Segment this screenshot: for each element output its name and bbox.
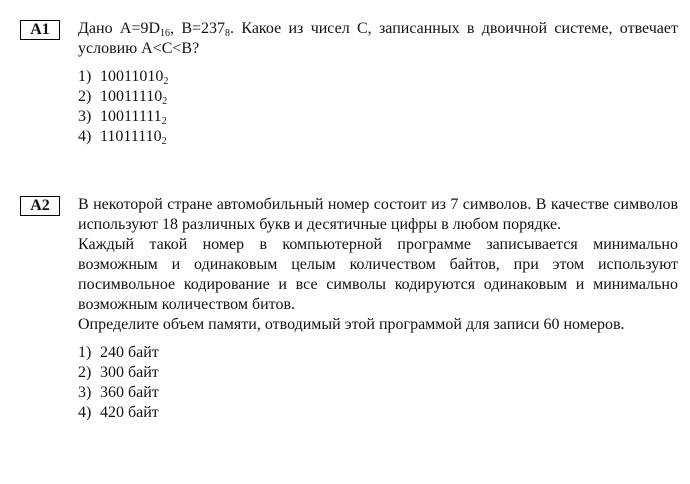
a2-paragraph-1: В некоторой стране автомобильный номер состоит из 7 символов. В качестве символов используют 18 различных букв и десятичные цифры в любом порядке.: [78, 196, 678, 233]
a1-option-3-base: 2: [161, 116, 167, 127]
a1-option-2: [78, 87, 678, 107]
a2-option-4: [78, 403, 678, 423]
a2-option-3-number: 3): [78, 384, 92, 401]
a1-option-4-base: 2: [161, 136, 167, 147]
a1-option-2-number: 2): [78, 88, 92, 105]
a1-question-part1: Дано A=9D: [78, 20, 161, 37]
a1-question-base1: 16: [160, 28, 171, 39]
a1-option-2-value: 10011110: [100, 88, 163, 105]
a1-option-4-number: 4): [78, 128, 92, 145]
a2-paragraph-3: Определите объем памяти, отводимый этой программой для записи 60 номеров.: [78, 316, 625, 333]
a1-option-1-number: 1): [78, 68, 92, 85]
a2-option-2: [78, 363, 678, 383]
task-a2-label: A2: [20, 196, 60, 216]
a2-option-1: [78, 343, 678, 363]
task-a1-options: [78, 67, 678, 147]
a1-question-part2: , B=237: [170, 20, 226, 37]
a1-option-3-number: 3): [78, 108, 92, 125]
task-a1-label: A1: [20, 20, 60, 40]
a2-option-4-number: 4): [78, 404, 92, 421]
task-a2-body: [78, 195, 678, 423]
a2-option-3: [78, 383, 678, 403]
a2-option-1-number: 1): [78, 344, 92, 361]
a1-option-1-base: 2: [163, 76, 169, 87]
a2-paragraph-2: Каждый такой номер в компьютерной программе записывается минимально возможным и одинаковым целым количеством байтов, при этом используют посимвольное кодирование и все символы кодируются одинаковым и минимально возможным количеством битов.: [78, 236, 678, 313]
task-a1-body: [78, 19, 678, 147]
a1-option-2-base: 2: [162, 96, 168, 107]
a2-option-1-value: 240 байт: [100, 344, 159, 361]
a2-option-2-value: 300 байт: [100, 364, 159, 381]
a1-option-4: [78, 127, 678, 147]
a1-option-3-value: 10011111: [100, 108, 162, 125]
a1-question-base2: 8: [225, 28, 231, 39]
a2-option-2-number: 2): [78, 364, 92, 381]
a1-question-part3: . Какое из чисел C, записанных в двоичной системе, отвечает условию A<C<B?: [78, 20, 678, 57]
a2-option-4-value: 420 байт: [100, 404, 159, 421]
a1-option-3: [78, 107, 678, 127]
a1-option-1: [78, 67, 678, 87]
task-a1-question: [78, 19, 678, 59]
task-a2-options: [78, 343, 678, 423]
a1-option-1-value: 10011010: [100, 68, 164, 85]
a1-option-4-value: 11011110: [100, 128, 162, 145]
a2-option-3-value: 360 байт: [100, 384, 159, 401]
